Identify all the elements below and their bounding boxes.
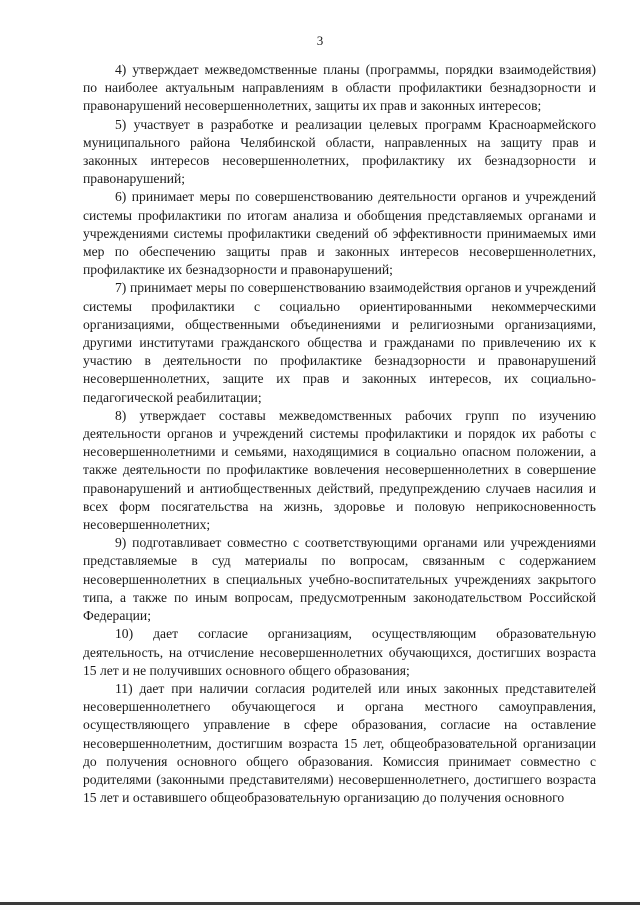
paragraph-item-11: 11) дает при наличии согласия родителей или иных законных представителей несовершеннолетнего обучающегося и органа местного самоуправления, осуществляющего управление в сфере образования, согласие на оставление несовершеннолетним, достигшим возраста 15 лет, общеобразовательной организации до получения основного общего образования. Комиссия принимает совместно с родителями (законными представителями) несовершеннолетнего, достигшего возраста 15 лет и оставившего общеобразовательную организацию до получения основного: [83, 680, 596, 806]
document-body: [83, 61, 596, 807]
paragraph-item-8: 8) утверждает составы межведомственных рабочих групп по изучению деятельности органов и учреждений системы профилактики и порядок их работы с несовершеннолетними и семьями, находящимися в социально опасном положении, а также деятельности по профилактике вовлечения несовершеннолетних в совершение правонарушений и антиобщественных действий, предупреждению случаев насилия и всех форм посягательства на жизнь, здоровье и половую неприкосновенность несовершеннолетних;: [83, 407, 596, 533]
paragraph-item-4: 4) утверждает межведомственные планы (программы, порядки взаимодействия) по наиболее актуальным направлениям в области профилактики безнадзорности и правонарушений несовершеннолетних, защиты их прав и законных интересов;: [83, 62, 596, 114]
paragraph-item-6: 6) принимает меры по совершенствованию деятельности органов и учреждений системы профилактики по итогам анализа и обобщения представляемых органами и учреждениями системы профилактики сведений об эффективности принимаемых ими мер по обеспечению защиты прав и законных интересов несовершеннолетних, профилактике их безнадзорности и правонарушений;: [83, 189, 596, 278]
paragraph-item-10: 10) дает согласие организациям, осуществляющим образовательную деятельность, на отчисление несовершеннолетних обучающихся, достигших возраста 15 лет и не получивших основного общего образования;: [83, 626, 596, 678]
paragraph-item-9: 9) подготавливает совместно с соответствующими органами или учреждениями представляемые в суд материалы по вопросам, связанным с содержанием несовершеннолетних в специальных учебно-воспитательных учреждениях закрытого типа, а также по иным вопросам, предусмотренным законодательством Российской Федерации;: [83, 535, 596, 624]
page-number: 3: [316, 33, 324, 48]
paragraph-item-5: 5) участвует в разработке и реализации целевых программ Красноармейского муниципального района Челябинской области, направленных на защиту прав и законных интересов несовершеннолетних, профилактику их безнадзорности и правонарушений;: [83, 116, 596, 187]
paragraph-item-7: 7) принимает меры по совершенствованию взаимодействия органов и учреждений системы профилактики с социально ориентированными некоммерческими организациями, общественными объединениями и религиозными организациями, другими институтами гражданского общества и гражданами по привлечению их к участию в деятельности по профилактике безнадзорности и правонарушений несовершеннолетних, защите их прав и законных интересов, их социально-педагогической реабилитации;: [83, 280, 596, 405]
